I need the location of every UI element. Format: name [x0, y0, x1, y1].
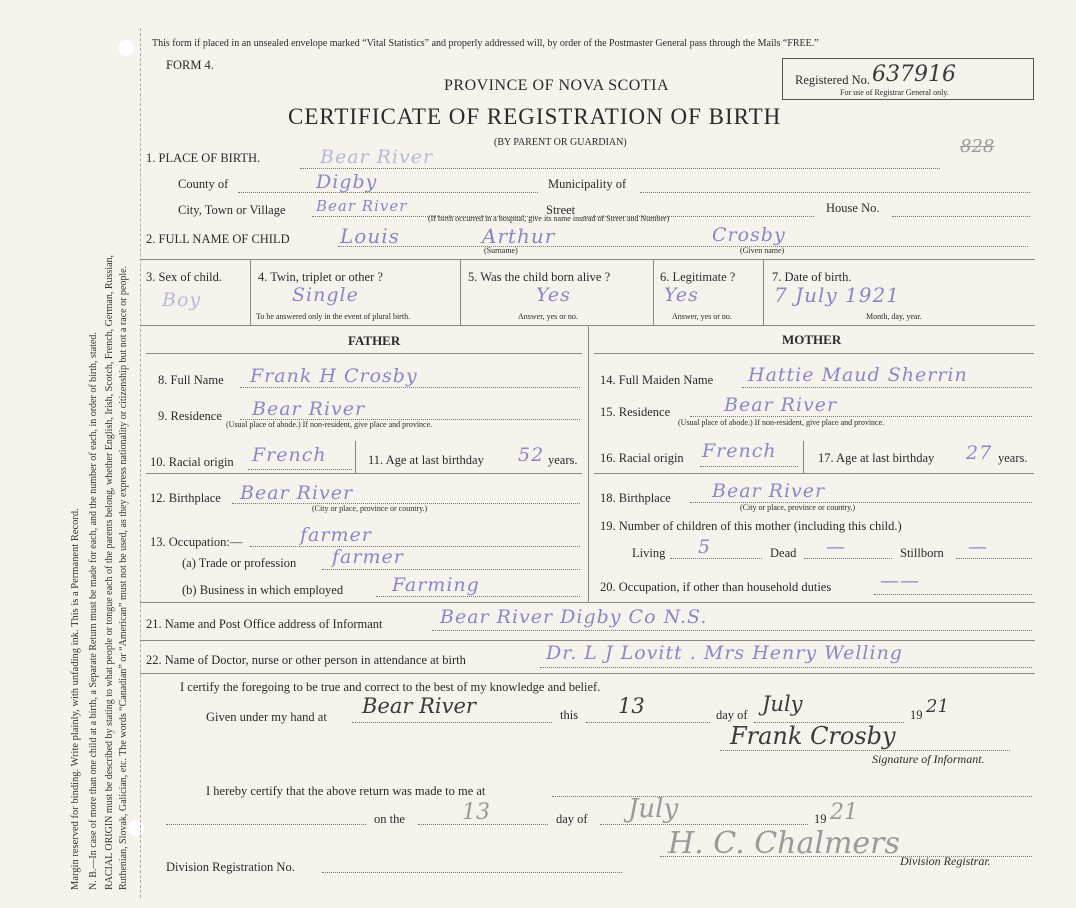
- mother-residence-line: [690, 416, 1032, 417]
- father-birthplace-value: Bear River: [240, 482, 354, 504]
- father-name-value: Frank H Crosby: [250, 365, 418, 387]
- legitimate-value: Yes: [664, 284, 699, 306]
- place-of-birth-label: 1. PLACE OF BIRTH.: [146, 151, 261, 165]
- mother-residence-value: Bear River: [724, 394, 838, 416]
- divider: [594, 353, 1034, 354]
- doctor-value: Dr. L J Lovitt . Mrs Henry Welling: [546, 642, 903, 664]
- father-trade-value: farmer: [332, 546, 404, 568]
- father-race-line: [248, 469, 352, 470]
- informant-signature: Frank Crosby: [730, 722, 896, 750]
- certificate-subtitle: (BY PARENT OR GUARDIAN): [494, 137, 627, 148]
- punch-hole: [128, 820, 144, 836]
- hospital-note: (If birth occurred in a hospital, give its name instead of Street and Number): [428, 214, 670, 223]
- column-divider: [588, 325, 589, 602]
- father-business-line: [376, 596, 580, 597]
- child-name-label: 2. FULL NAME OF CHILD: [146, 232, 290, 246]
- stillborn-value: —: [968, 536, 988, 558]
- living-line: [670, 558, 762, 559]
- mother-race-line: [700, 466, 798, 467]
- place-of-birth-value: Bear River: [320, 146, 434, 168]
- registrar-year-value: 21: [830, 800, 858, 825]
- father-residence-value: Bear River: [252, 398, 366, 420]
- division-registration-line: [322, 872, 622, 873]
- province-heading: PROVINCE OF NOVA SCOTIA: [444, 77, 670, 94]
- registrar-month-value: July: [628, 794, 679, 824]
- registrar-day-value: 13: [462, 800, 490, 825]
- father-residence-note: (Usual place of abode.) If non-resident, give place and province.: [226, 420, 433, 429]
- registrar-place-line: [552, 796, 1032, 797]
- child-given-name-2: Arthur: [482, 224, 556, 248]
- given-place-value: Bear River: [362, 694, 476, 718]
- margin-line: [140, 28, 141, 898]
- this-label: this: [560, 708, 579, 722]
- municipality-line: [640, 192, 1030, 193]
- street-label: Street: [546, 203, 576, 217]
- father-trade-line: [322, 569, 580, 570]
- registrar-use-note: For use of Registrar General only.: [840, 88, 949, 97]
- certificate-title: CERTIFICATE OF REGISTRATION OF BIRTH: [288, 104, 782, 129]
- certify-day-line: [586, 722, 710, 723]
- father-race-value: French: [252, 444, 327, 466]
- place-of-birth-line: [300, 168, 940, 169]
- mother-birthplace-value: Bear River: [712, 480, 826, 502]
- informant-line: [432, 630, 1032, 631]
- house-no-label: House No.: [826, 201, 880, 215]
- margin-note-1: Margin reserved for binding. Write plainly, with unfading ink. This is a Permanent Record.: [70, 508, 81, 890]
- mother-occupation-value: ——: [880, 570, 920, 592]
- alive-label: 5. Was the child born alive ?: [468, 270, 611, 284]
- mother-residence-label: 15. Residence: [600, 405, 671, 419]
- mother-age-value: 27: [966, 442, 993, 464]
- registrar-day-of-label: day of: [556, 812, 588, 826]
- divider: [140, 602, 1035, 603]
- sex-value: Boy: [162, 289, 202, 311]
- day-of-label: day of: [716, 708, 748, 722]
- mother-name-value: Hattie Maud Sherrin: [748, 364, 968, 386]
- registrar-left-line: [166, 824, 366, 825]
- mother-birthplace-label: 18. Birthplace: [600, 491, 671, 505]
- registrar-signature: H. C. Chalmers: [668, 826, 900, 861]
- divider: [803, 441, 804, 473]
- doctor-label: 22. Name of Doctor, nurse or other person in attendance at birth: [146, 653, 466, 667]
- divider: [653, 259, 654, 325]
- father-residence-label: 9. Residence: [158, 409, 222, 423]
- divider: [146, 353, 582, 354]
- certify-month-value: July: [762, 692, 803, 716]
- on-the-label: on the: [374, 812, 405, 826]
- divider: [594, 473, 1034, 474]
- certify-year-value: 21: [926, 696, 949, 717]
- living-label: Living: [632, 546, 666, 560]
- informant-value: Bear River Digby Co N.S.: [440, 606, 708, 628]
- municipality-label: Municipality of: [548, 177, 627, 191]
- margin-note-3: RACIAL ORIGIN must be described by stating to what people or tongue each of the parents belong, whether English, Irish, Scotch, French, German, Russian,: [104, 254, 115, 890]
- certify-day-value: 13: [618, 694, 645, 718]
- father-occupation-value: farmer: [300, 524, 372, 546]
- city-label: City, Town or Village: [178, 203, 286, 217]
- child-surname: Crosby: [712, 224, 786, 246]
- registrar-month-line: [600, 824, 808, 825]
- dead-label: Dead: [770, 546, 797, 560]
- mail-notice: This form if placed in an unsealed envelope marked “Vital Statistics” and properly addressed will, by order of the Postmaster General pass through the Mails “FREE.”: [152, 38, 819, 49]
- father-name-line: [240, 387, 580, 388]
- dob-value: 7 July 1921: [774, 283, 900, 307]
- dob-note: Month, day, year.: [866, 312, 922, 321]
- margin-note-4: Ruthenian, Slovak, Galician, etc. The words “Canadian” or “American” must not be used, as they express nationality or citizenship but not a race or people.: [118, 265, 129, 890]
- father-occupation-label: 13. Occupation:—: [150, 535, 243, 549]
- father-age-label: 11. Age at last birthday: [368, 453, 484, 467]
- mother-birthplace-note: (City or place, province or country.): [740, 503, 856, 512]
- father-race-label: 10. Racial origin: [150, 455, 234, 469]
- child-given-name-1: Louis: [340, 224, 400, 248]
- registrar-statement: I hereby certify that the above return was made to me at: [206, 784, 486, 798]
- child-name-line: [338, 246, 1028, 247]
- doctor-line: [540, 667, 1032, 668]
- divider: [763, 259, 764, 325]
- divider: [140, 640, 1035, 641]
- division-registration-label: Division Registration No.: [166, 860, 295, 874]
- sex-label: 3. Sex of child.: [146, 270, 223, 284]
- city-value: Bear River: [316, 197, 408, 215]
- father-trade-label: (a) Trade or profession: [182, 556, 297, 570]
- divider: [140, 673, 1035, 674]
- stillborn-label: Stillborn: [900, 546, 944, 560]
- corner-number: 828: [960, 136, 995, 157]
- dob-label: 7. Date of birth.: [772, 270, 852, 284]
- twin-note: To be answered only in the event of plural birth.: [256, 312, 411, 321]
- twin-value: Single: [292, 284, 359, 306]
- mother-children-label: 19. Number of children of this mother (including this child.): [600, 519, 902, 533]
- surname-caption: (Surname): [484, 246, 518, 255]
- given-under-label: Given under my hand at: [206, 710, 327, 724]
- legitimate-label: 6. Legitimate ?: [660, 270, 736, 284]
- alive-note: Answer, yes or no.: [518, 312, 578, 321]
- signature-caption: Signature of Informant.: [872, 752, 985, 766]
- registrar-year-prefix: 19: [814, 812, 827, 826]
- form-number: FORM 4.: [166, 58, 214, 72]
- registrar-day-line: [418, 824, 548, 825]
- mother-name-label: 14. Full Maiden Name: [600, 373, 714, 387]
- certify-statement: I certify the foregoing to be true and correct to the best of my knowledge and belief.: [180, 680, 601, 694]
- dead-line: [804, 558, 892, 559]
- punch-hole: [118, 40, 134, 56]
- divider: [250, 259, 251, 325]
- father-business-value: Farming: [392, 574, 480, 596]
- father-birthplace-label: 12. Birthplace: [150, 491, 221, 505]
- registered-number: 637916: [872, 62, 956, 87]
- informant-signature-line: [720, 750, 1010, 751]
- mother-occupation-line: [874, 594, 1032, 595]
- father-occupation-line: [250, 546, 580, 547]
- given-name-caption: (Given name): [740, 246, 785, 255]
- divider: [140, 259, 1035, 260]
- father-years-label: years.: [548, 453, 578, 467]
- father-age-value: 52: [518, 444, 545, 466]
- mother-age-label: 17. Age at last birthday: [818, 451, 935, 465]
- father-business-label: (b) Business in which employed: [182, 583, 344, 597]
- county-label: County of: [178, 177, 229, 191]
- living-value: 5: [698, 536, 712, 558]
- dead-value: —: [826, 536, 846, 558]
- mother-race-label: 16. Racial origin: [600, 451, 684, 465]
- informant-label: 21. Name and Post Office address of Informant: [146, 617, 383, 631]
- mother-occupation-label: 20. Occupation, if other than household duties: [600, 580, 832, 594]
- father-heading: FATHER: [348, 333, 401, 348]
- stillborn-line: [956, 558, 1032, 559]
- mother-years-label: years.: [998, 451, 1028, 465]
- alive-value: Yes: [536, 284, 571, 306]
- twin-label: 4. Twin, triplet or other ?: [258, 270, 383, 284]
- county-line: [238, 192, 538, 193]
- divider: [146, 473, 582, 474]
- given-place-line: [352, 722, 552, 723]
- mother-race-value: French: [702, 440, 777, 462]
- county-value: Digby: [316, 171, 378, 193]
- house-line: [892, 216, 1030, 217]
- father-name-label: 8. Full Name: [158, 373, 224, 387]
- registered-label: Registered No.: [795, 73, 870, 87]
- legitimate-note: Answer, yes or no.: [672, 312, 732, 321]
- registrar-caption: Division Registrar.: [900, 854, 991, 868]
- father-birthplace-note: (City or place, province or country.): [312, 504, 428, 513]
- mother-heading: MOTHER: [782, 332, 842, 347]
- mother-name-line: [742, 387, 1032, 388]
- mother-residence-note: (Usual place of abode.) If non-resident, give place and province.: [678, 418, 885, 427]
- margin-note-2: N. B.—In case of more than one child at a birth, a Separate Return must be made for each, and the number of each, in order of birth, stated.: [88, 332, 99, 890]
- divider: [460, 259, 461, 325]
- divider: [355, 441, 356, 473]
- certify-year-prefix: 19: [910, 708, 923, 722]
